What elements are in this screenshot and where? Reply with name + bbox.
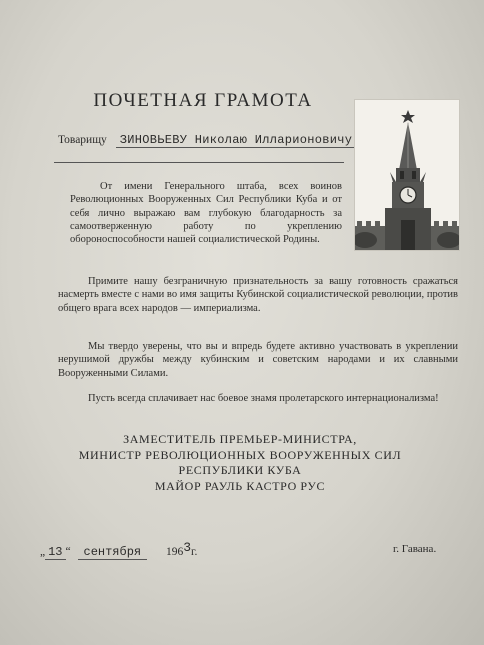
addressee-underline bbox=[54, 162, 344, 163]
paragraph-friendship: Мы твердо уверены, что вы и впредь будете активно участвовать в укреплении нерушимой дружбы между кубинским и советским народами и их славными Вооруженными Силами. bbox=[58, 341, 458, 379]
certificate-title: ПОЧЕТНАЯ ГРАМОТА bbox=[93, 90, 313, 111]
kremlin-spasskaya-tower-icon bbox=[355, 100, 459, 250]
date-month: сентября bbox=[78, 545, 148, 560]
signature-block bbox=[70, 432, 410, 494]
paragraph-recognition: Примите нашу безграничную признательность за вашу готовность сражаться насмерть вместе с нами во имя защиты Кубинской социалистической революции, против общего врага всех народов — империализма. bbox=[58, 276, 458, 314]
signature-line: ЗАМЕСТИТЕЛЬ ПРЕМЬЕР-МИНИСТРА, bbox=[123, 432, 357, 446]
paragraph-internationalism: Пусть всегда сплачивает нас боевое знамя пролетарского интернационализма! bbox=[88, 393, 439, 404]
date-close-quote: “ bbox=[65, 546, 71, 558]
issue-date bbox=[40, 540, 197, 559]
date-open-quote: „ bbox=[40, 546, 46, 558]
date-year bbox=[165, 540, 198, 558]
signature-line: МИНИСТР РЕВОЛЮЦИОННЫХ ВООРУЖЕННЫХ СИЛ bbox=[78, 447, 402, 462]
date-year-digit: 3 bbox=[183, 540, 192, 555]
date-day: 13 bbox=[45, 545, 65, 560]
date-year-suffix: г. bbox=[191, 546, 198, 558]
addressee-line bbox=[58, 133, 356, 147]
signature-line: РЕСПУБЛИКИ КУБА bbox=[178, 463, 302, 477]
kremlin-tower-photo bbox=[354, 99, 460, 251]
date-year-prefix: 196 bbox=[165, 546, 184, 558]
addressee-name: ЗИНОВЬЕВУ Николаю Илларионовичу bbox=[116, 133, 357, 148]
addressee-label: Товарищу bbox=[58, 134, 107, 146]
paragraph-gratitude: От имени Генерального штаба, всех воинов Революционных Вооруженных Сил Республики Куба и от себя лично выражаю вам глубокую благодарность за самоотверженную работу по укреплению обороноспособности нашей социалистической Родины. bbox=[70, 181, 342, 246]
signature-line: МАЙОР РАУЛЬ КАСТРО РУС bbox=[154, 478, 326, 493]
issue-place: г. Гавана. bbox=[393, 543, 437, 555]
